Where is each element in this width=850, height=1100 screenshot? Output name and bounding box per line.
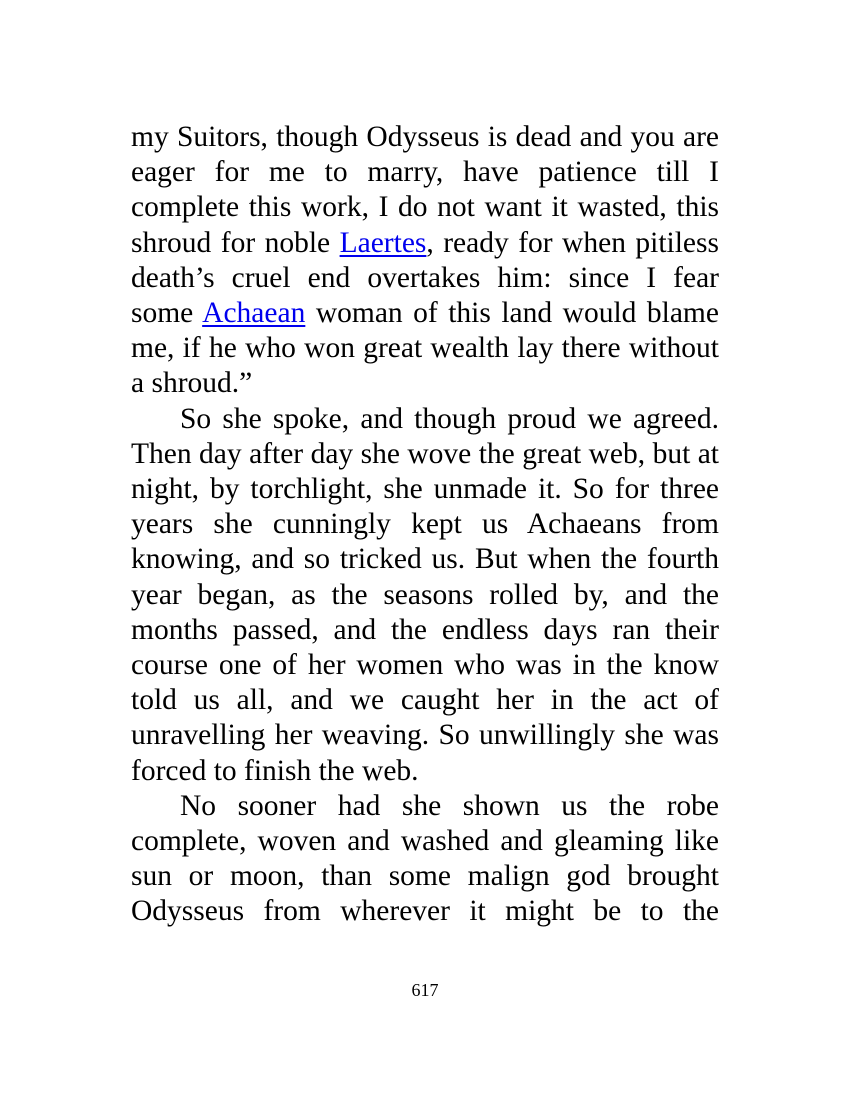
laertes-link[interactable]: Laertes <box>339 226 427 259</box>
paragraph-3: No sooner had she shown us the robe complete, woven and washed and gleaming like sun or moon, than some malign god brought Odysseus from wherever it might be to the <box>131 789 719 928</box>
paragraph-2: So she spoke, and though proud we agreed. Then day after day she wove the great web, but at night, by torchlight, she unmade it. So for three years she cunningly kept us Achaeans from knowing, and so tricked us. But when the fourth year began, as the seasons rolled by, and the months passed, and the endless days ran their course one of her women who was in the know told us all, and we caught her in the act of unravelling her weaving. So unwillingly she was forced to finish the web. <box>131 402 719 787</box>
page-number: 617 <box>411 980 439 1000</box>
paragraph-1-text-start: my Suitors, though Odysseus is dead and you are eager for me to marry, have patience till I complete this work, I do not want it wasted, this shroud for noble <box>131 121 719 259</box>
achaean-link[interactable]: Achaean <box>202 297 306 330</box>
paragraph-1 <box>131 120 719 402</box>
page-body <box>131 120 719 930</box>
paragraph-1-text-end: woman of this land would blame me, if he who won great wealth lay there without a shroud.” <box>131 297 719 400</box>
paragraph-1-text-middle: , ready for when pitiless death’s cruel end overtakes him: since I fear some <box>131 226 719 330</box>
